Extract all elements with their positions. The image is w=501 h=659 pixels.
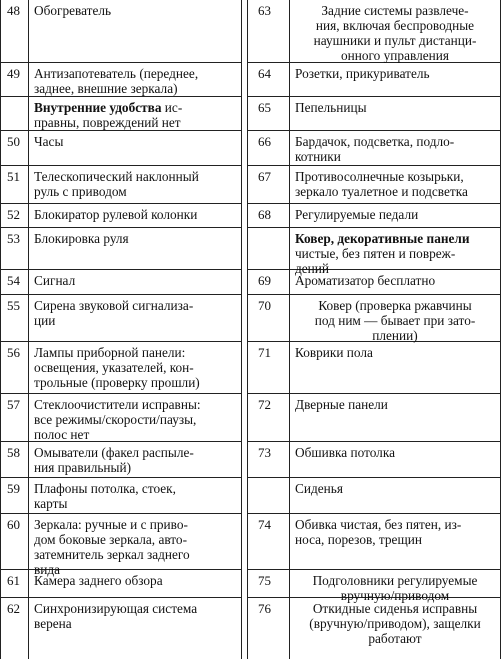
row-number: 64 xyxy=(248,63,290,96)
row-text: Телескопический наклонный руль с приводом xyxy=(34,169,199,199)
row-text: Плафоны потолка, стоек, карты xyxy=(34,481,176,511)
row-text: Стеклоочистители исправны: все режимы/скорости/паузы, полос нет xyxy=(34,397,201,442)
row-number: 48 xyxy=(1,0,29,62)
checklist-row xyxy=(248,478,500,514)
row-text: Ковер, декоративные панели чистые, без пятен и повреж- дений xyxy=(295,231,470,276)
row-number: 70 xyxy=(248,295,290,341)
row-number: 49 xyxy=(1,63,29,96)
row-text: Блокиратор рулевой колонки xyxy=(34,207,198,222)
checklist-row xyxy=(1,295,241,342)
checklist-row xyxy=(1,570,241,598)
row-number: 74 xyxy=(248,514,290,569)
checklist-row xyxy=(248,295,500,342)
row-number: 65 xyxy=(248,97,290,130)
row-text: Внутренние удобства ис- правны, повреждений нет xyxy=(34,100,183,130)
checklist-row xyxy=(248,442,500,478)
row-number: 69 xyxy=(248,270,290,294)
checklist-row xyxy=(248,342,500,394)
checklist-row xyxy=(1,204,241,228)
checklist-row xyxy=(248,204,500,228)
row-number xyxy=(248,478,290,513)
checklist-right-column xyxy=(247,0,501,659)
checklist-row xyxy=(248,131,500,166)
row-number xyxy=(248,228,290,269)
row-text: Лампы приборной панели: освещения, указателей, кон- трольные (проверку прошли) xyxy=(34,345,200,390)
row-number: 55 xyxy=(1,295,29,341)
checklist-row xyxy=(248,570,500,603)
row-number: 58 xyxy=(1,442,29,477)
row-text: Обивка чистая, без пятен, из- носа, порезов, трещин xyxy=(295,517,462,547)
checklist-row xyxy=(248,63,500,97)
row-text: Сигнал xyxy=(34,273,76,288)
row-text: Камера заднего обзора xyxy=(34,573,163,588)
row-number: 68 xyxy=(248,204,290,227)
row-number: 73 xyxy=(248,442,290,477)
row-text: Обогреватель xyxy=(34,3,112,18)
row-number xyxy=(1,97,29,130)
checklist-row xyxy=(1,342,241,394)
row-number: 59 xyxy=(1,478,29,513)
row-number: 61 xyxy=(1,570,29,597)
row-number: 62 xyxy=(1,598,29,659)
row-text: Ароматизатор бесплатно xyxy=(295,273,436,288)
row-text: Ковер (проверка ржавчины под ним — бывает при зато- плении) xyxy=(314,298,476,343)
row-text: Откидные сиденья исправны (вручную/приводом), защелки работают xyxy=(309,601,481,646)
row-number: 50 xyxy=(1,131,29,165)
row-text: Сирена звуковой сигнализа- ции xyxy=(34,298,194,328)
row-number: 51 xyxy=(1,166,29,203)
row-number: 53 xyxy=(1,228,29,269)
row-text: Противосолнечные козырьки, зеркало туалетное и подсветка xyxy=(295,169,468,199)
row-text: Зеркала: ручные и с приво- дом боковые зеркала, авто- затемнитель зеркал заднего вида xyxy=(34,517,190,577)
row-text: Дверные панели xyxy=(295,397,388,412)
checklist-row xyxy=(248,228,500,276)
row-number: 54 xyxy=(1,270,29,294)
row-number: 56 xyxy=(1,342,29,393)
row-text: Регулируемые педали xyxy=(295,207,419,222)
checklist-row xyxy=(248,166,500,204)
row-text: Пепельницы xyxy=(295,100,367,115)
row-number: 71 xyxy=(248,342,290,393)
row-number: 57 xyxy=(1,394,29,441)
checklist-left-column xyxy=(0,0,242,659)
checklist-row xyxy=(1,97,241,131)
checklist-row xyxy=(248,514,500,570)
checklist-row xyxy=(1,0,241,63)
checklist-row xyxy=(248,394,500,442)
row-number: 60 xyxy=(1,514,29,569)
row-number: 72 xyxy=(248,394,290,441)
checklist-row xyxy=(248,598,500,659)
checklist-row xyxy=(1,442,241,478)
checklist-row xyxy=(1,131,241,166)
checklist-row xyxy=(1,478,241,514)
row-text: Блокировка руля xyxy=(34,231,129,246)
row-number: 75 xyxy=(248,570,290,597)
row-text: Антизапотеватель (переднее, заднее, внешние зеркала) xyxy=(34,66,199,96)
row-number: 66 xyxy=(248,131,290,165)
row-number: 63 xyxy=(248,0,290,62)
row-text: Сиденья xyxy=(295,481,343,496)
checklist-row xyxy=(1,514,241,577)
row-text: Коврики пола xyxy=(295,345,373,360)
checklist-row xyxy=(248,0,500,63)
checklist-row xyxy=(1,270,241,295)
checklist-row xyxy=(248,97,500,131)
checklist-row xyxy=(1,598,241,659)
row-number: 67 xyxy=(248,166,290,203)
checklist-row xyxy=(1,228,241,270)
row-number: 76 xyxy=(248,598,290,659)
row-text: Обшивка потолка xyxy=(295,445,395,460)
row-text: Часы xyxy=(34,134,64,149)
checklist-row xyxy=(1,63,241,97)
checklist-row xyxy=(1,166,241,204)
checklist-row xyxy=(248,270,500,295)
row-text: Омыватели (факел распыле- ния правильный) xyxy=(34,445,194,475)
row-text: Подголовники регулируемые вручную/приводом xyxy=(312,573,478,603)
checklist-row xyxy=(1,394,241,442)
row-text: Розетки, прикуриватель xyxy=(295,66,430,81)
row-number: 52 xyxy=(1,204,29,227)
row-text: Синхронизирующая система верена xyxy=(34,601,198,631)
row-text: Бардачок, подсветка, подло- котники xyxy=(295,134,455,164)
row-text: Задние системы развлече- ния, включая беспроводные наушники и пульт дистанци- онного управления xyxy=(313,3,477,63)
